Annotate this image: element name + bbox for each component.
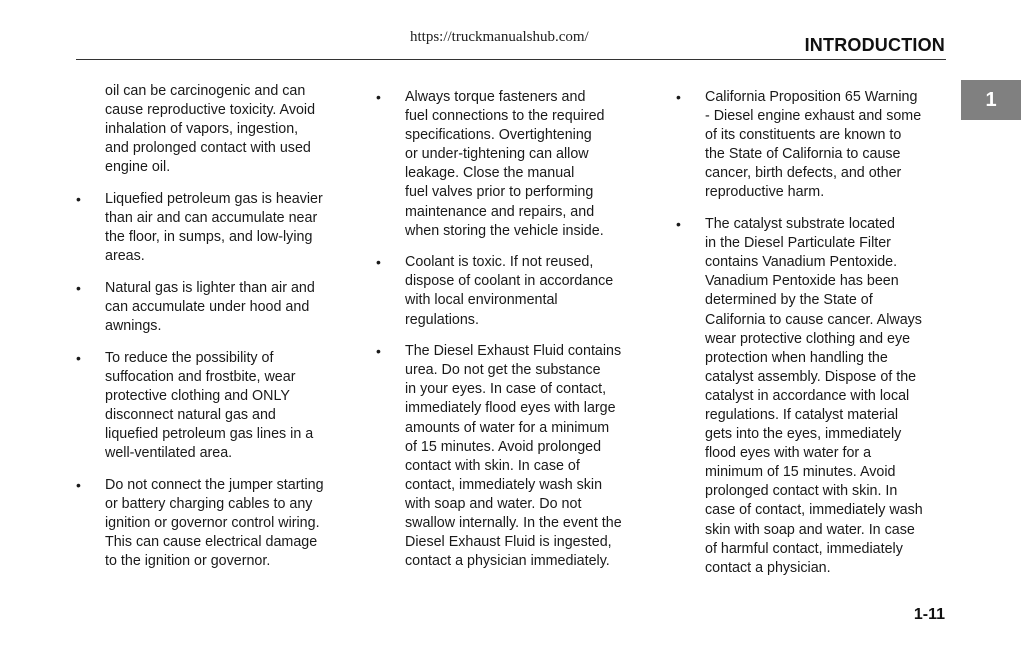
bullet-icon: • [376, 89, 381, 105]
bullet-item [376, 253, 626, 329]
bullet-item [376, 88, 626, 241]
bullet-icon: • [676, 216, 681, 233]
bullet-item [76, 349, 326, 464]
page-number: 1-11 [913, 606, 945, 623]
bullet-icon: • [676, 89, 681, 105]
bullet-item [76, 279, 326, 336]
bullet-text: Coolant is toxic. If not reused, dispose of coolant in accordance with local environmental regulations. [405, 254, 614, 328]
bullet-text: Natural gas is lighter than air and can accumulate under hood and awnings. [105, 279, 315, 335]
bullet-text: Always torque fasteners and fuel connections to the required specifications. Overtightening or under-tightening can allow leakage. Close the manual fuel valves prior to performing maintenance and repairs, and when storing the vehicle inside. [405, 89, 605, 239]
header-url: https://truckmanualshub.com/ [410, 29, 589, 45]
bullet-text: The Diesel Exhaust Fluid contains urea. Do not get the substance in your eyes. In case of contact, immediately flood eyes with large amounts of water for a minimum of 15 minutes. Avoid prolonged contact with skin. In case of contact, immediately wash skin with soap and water. Do not swallow internally. In the event the Diesel Exhaust Fluid is ingested, contact a physician immediately. [405, 343, 622, 570]
bullet-icon: • [76, 349, 81, 366]
bullet-text: California Proposition 65 Warning - Diesel engine exhaust and some of its constituents are known to the State of California to cause cancer, birth defects, and other reproductive harm. [705, 89, 922, 201]
bullet-icon: • [76, 279, 81, 296]
chapter-tab: 1 [961, 80, 1021, 120]
column-2 [376, 88, 626, 584]
bullet-item [676, 215, 926, 578]
bullet-icon: • [76, 476, 81, 493]
bullet-text: Do not connect the jumper starting or battery charging cables to any ignition or governor control wiring. This can cause electrical damage to the ignition or governor. [105, 476, 324, 570]
bullet-item [676, 88, 926, 203]
bullet-icon: • [376, 343, 381, 360]
bullet-text: Liquefied petroleum gas is heavier than air and can accumulate near the floor, in sumps, and low-lying areas. [105, 190, 323, 265]
bullet-text: To reduce the possibility of suffocation and frostbite, wear protective clothing and ONLY disconnect natural gas and liquefied petroleum gas lines in a well-ventilated area. [105, 349, 314, 462]
continued-paragraph: oil can be carcinogenic and can cause reproductive toxicity. Avoid inhalation of vapors, ingestion, and prolonged contact with used engine oil. [105, 83, 316, 176]
bullet-text: The catalyst substrate located in the Diesel Particulate Filter contains Vanadium Pentoxide. Vanadium Pentoxide has been determined by the State of California to cause cancer. Always wear protective clothing and eye protection when handling the catalyst assembly. Dispose of the catalyst in accordance with local regulations. If catalyst material gets into the eyes, immediately flood eyes with water for a minimum of 15 minutes. Avoid prolonged contact with skin. In case of contact, immediately wash skin with soap and water. In case of harmful contact, immediately contact a physician. [705, 216, 923, 576]
bullet-icon: • [376, 254, 381, 271]
bullet-icon: • [76, 190, 81, 207]
section-title: INTRODUCTION [804, 35, 945, 55]
bullet-item [376, 342, 626, 571]
bullet-item [76, 476, 326, 571]
bullet-item [76, 190, 326, 266]
column-1 [76, 82, 326, 584]
column-3 [676, 88, 926, 590]
header-divider [76, 59, 946, 60]
